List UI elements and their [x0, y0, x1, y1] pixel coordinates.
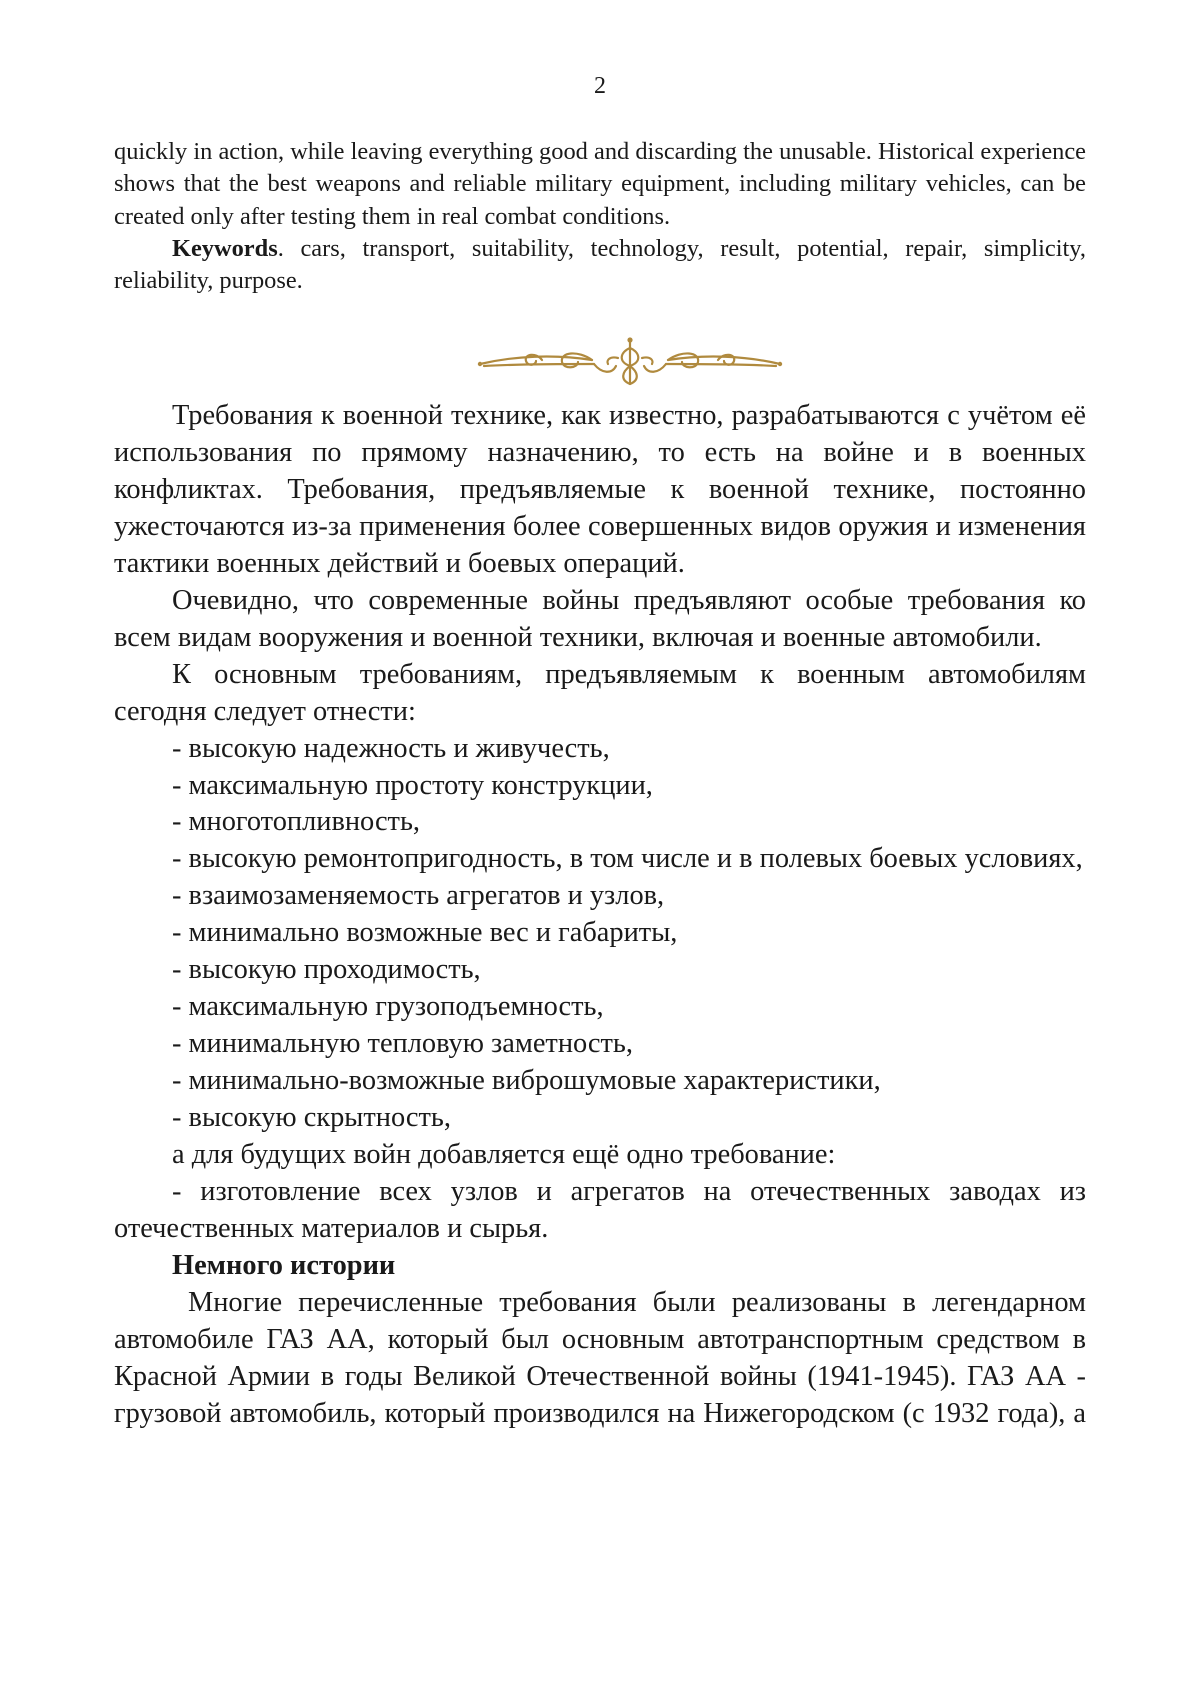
section-heading: Немного истории — [172, 1249, 396, 1281]
future-intro: а для будущих войн добавляется ещё одно требование: — [172, 1139, 836, 1171]
keywords-text: . cars, transport, suitability, technology, result, potential, repair, simplicity, reliability, purpose. — [114, 234, 1086, 295]
future-requirement-item: - изготовление всех узлов и агрегатов на отечественных заводах из отечественных материалов и сырья. — [114, 1176, 1086, 1244]
paragraph-1: Требования к военной технике, как известно, разрабатываются с учётом её использования по прямому назначению, то есть на войне и в военных конфликтах. Требования, предъявляемые к военной технике, постоянно ужесточаются из-за применения более совершенных видов оружия и изменения тактики военных действий и боевых операций. — [114, 400, 1086, 579]
abstract-block — [114, 136, 1086, 297]
keywords-label: Keywords — [172, 234, 278, 262]
main-text — [114, 398, 1086, 1433]
requirement-item: - минимальную тепловую заметность, — [172, 1028, 633, 1060]
keywords-line — [114, 233, 1086, 298]
ornamental-divider-icon — [474, 334, 786, 390]
requirement-item: - высокую надежность и живучесть, — [172, 732, 610, 764]
requirement-item: - взаимозаменяемость агрегатов и узлов, — [172, 880, 665, 912]
page-number: 2 — [594, 73, 606, 99]
requirement-item: - высокую скрытность, — [172, 1102, 451, 1134]
paragraph-3: К основным требованиям, предъявляемым к военным автомобилям сегодня следует отнести: — [114, 658, 1086, 727]
requirement-item: - минимально-возможные виброшумовые характеристики, — [172, 1065, 881, 1097]
requirement-item: - максимальную грузоподъемность, — [172, 991, 604, 1023]
requirement-item: - высокую проходимость, — [172, 954, 481, 986]
requirement-item: - высокую ремонтопригодность, в том числе и в полевых боевых условиях, — [172, 843, 1083, 875]
requirement-item: - минимально возможные вес и габариты, — [172, 917, 678, 949]
requirement-item: - максимальную простоту конструкции, — [172, 769, 653, 801]
abstract-text: quickly in action, while leaving everything good and discarding the unusable. Historical experience shows that the best weapons and reliable military equipment, including military vehicles, can be created only after testing them in real combat conditions. — [114, 138, 1086, 230]
requirement-item: - многотопливность, — [172, 806, 421, 838]
paragraph-2: Очевидно, что современные войны предъявляют особые требования ко всем видам вооружения и военной техники, включая и военные автомобили. — [114, 584, 1086, 653]
history-paragraph: Многие перечисленные требования были реализованы в легендарном автомобиле ГАЗ АА, который был основным автотранспортным средством в Красной Армии в годы Великой Отечественной войны (1941-1945). ГАЗ АА - грузовой автомобиль, который производился на Нижегородском (с 1932 года), а — [114, 1286, 1086, 1429]
